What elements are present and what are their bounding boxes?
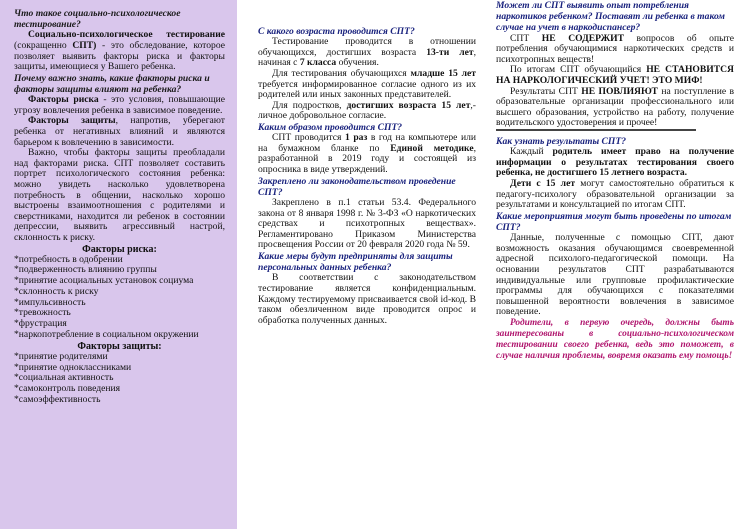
measures-paragraph: Данные, полученные с помощью СПТ, дают возможность оказания обучающимся своевременной адресной психолого-педагогической помощи. На основании результатов СПТ разрабатываются индивидуальные или групповые профилактические программы для обучающихся с показателями повышенной вероятности вовлечения в зависимое поведение. [496, 232, 734, 318]
protection-factor-item: *социальная активность [14, 372, 114, 384]
protection-factor-item: *принятие родителями [14, 350, 108, 362]
question-data-protection: Какие меры будут предприняты для защиты персональных данных ребенка? [258, 250, 453, 274]
column-middle [254, 0, 484, 529]
spt-definition: Социально-психологическое тестирование (сокращенно СПТ) - это обследование, которое позволяет выявить факторы риска и факторы защиты, имеющиеся у Вашего ребенка. [14, 29, 225, 73]
question-age: С какого возраста проводится СПТ? [258, 26, 415, 37]
age-paragraph-1: Тестирование проводится в отношении обучающихся, достигших возраста 13-ти лет, начиная с 7 класса обучения. [258, 36, 477, 69]
risk-factor-item: *фрустрация [14, 318, 67, 330]
column-left [0, 0, 237, 529]
protection-factor-item: *самоэффективность [14, 394, 101, 406]
question-why-important: Почему важно знать, какие факторы риска и факторы защиты влияют на ребенка? [14, 72, 210, 95]
question-how-conducted: Каким образом проводится СПТ? [258, 121, 403, 133]
legislation-paragraph: Закреплено в п.1 статьи 53.4. Федерального закона от 8 января 1998 г. № 3-ФЗ «О наркотических средствах и психотропных веществах». Регламентировано Приказом Министерства просвещения России от 20 февраля 2020 года № 59. [258, 196, 476, 251]
risk-factor-item: *потребность в одобрении [14, 253, 123, 265]
column-right [492, 0, 742, 529]
risk-factors-list [14, 255, 225, 341]
question-results: Как узнать результаты СПТ? [496, 135, 627, 147]
risk-factor-item: *импульсивность [14, 296, 86, 308]
data-protection-paragraph: В соответствии с законодательством тестирование является конфиденциальным. Каждому тестируемому присваивается свой id-код. В таком обезличенном виде проводится опрос и обработка полученных данных. [258, 272, 476, 326]
protection-factors-definition: Факторы защиты, напротив, уберегают ребенка от негативных влияний и являются барьером к вовлечению в зависимости. [14, 115, 225, 148]
children-15-paragraph: Дети с 15 лет могут самостоятельно обратиться к педагогу-психологу образовательной организации за результатами и консультацией по итогам СПТ. [496, 177, 735, 211]
protection-factor-item: *самоконтроль поведения [14, 383, 121, 395]
importance-paragraph: Важно, чтобы факторы защиты преобладали над факторами риска. СПТ позволяет составить портрет психологического состояния ребенка: можно увидеть насколько удовлетворена потребность в общении, насколько хорошо выстроены взаимоотношения с родителями и сверстниками, находится ли ребенок в состоянии депрессии, выявить агрессивный настрой, склонность к риску. [14, 147, 225, 243]
risk-factor-item: *наркопотребление в социальном окружении [14, 329, 199, 341]
no-registration-paragraph: По итогам СПТ обучающийся НЕ СТАНОВИТСЯ НА НАРКОЛОГИЧЕСКИЙ УЧЕТ! ЭТО МИФ! [496, 64, 734, 86]
parent-rights-paragraph: Каждый родитель имеет право на получение информации о результатах тестирования своего ребенка, не достигшего 15 летнего возраста. [496, 146, 734, 179]
risk-factors-definition: Факторы риска - это условия, повышающие угрозу вовлечения ребенка в зависимое поведение. [14, 94, 225, 116]
how-conducted-paragraph: СПТ проводится 1 раз в год на компьютере или на бумажном бланке по Единой методике, разработанной в 2019 году и состоящей из опросника в виде утверждений. [258, 132, 476, 175]
risk-factor-item: *тревожность [14, 307, 71, 319]
risk-factor-item: *принятие асоциальных установок социума [14, 275, 194, 287]
protection-factors-list [14, 352, 225, 406]
risk-factor-item: *подверженность влиянию группы [14, 264, 157, 276]
no-drug-questions-paragraph: СПТ НЕ СОДЕРЖИТ вопросов об опыте потребления обучающимися наркотических средств и психотропных веществ! [496, 32, 735, 65]
risk-factors-heading: Факторы риска: [82, 243, 157, 255]
question-measures: Какие мероприятия могут быть проведены по итогам СПТ? [496, 210, 732, 233]
protection-factor-item: *принятие одноклассниками [14, 361, 132, 373]
age-paragraph-3: Для подростков, достигших возраста 15 лет,-личное добровольное согласие. [258, 99, 476, 122]
no-influence-paragraph: Результаты СПТ НЕ ПОВЛИЯЮТ на поступление в образовательные организации профессионального или высшего образования, устройство на работу, получение водительского удостоверения и прочее! [496, 85, 734, 129]
divider [496, 129, 696, 131]
question-legislation: Закреплено ли законодательством проведение СПТ? [258, 175, 456, 198]
question-what-is-spt: Что такое социально-психологическое тестирование? [14, 8, 181, 31]
protection-factors-heading: Факторы защиты: [77, 340, 162, 352]
risk-factor-item: *склонность к риску [14, 285, 99, 297]
closing-appeal: Родители, в первую очередь, должны быть заинтересованы в социально-психологическом тестировании своего ребенка, ведь это поможет, в случае наличия проблемы, вовремя оказать ему помощь! [496, 317, 734, 361]
age-paragraph-2: Для тестирования обучающихся младше 15 лет требуется информированное согласие одного из их родителей или иных законных представителей. [258, 67, 476, 101]
question-drug-experience: Может ли СПТ выявить опыт потребления наркотиков ребенком? Поставят ли ребенка в таком случае на учет в наркодиспансер? [496, 0, 725, 34]
